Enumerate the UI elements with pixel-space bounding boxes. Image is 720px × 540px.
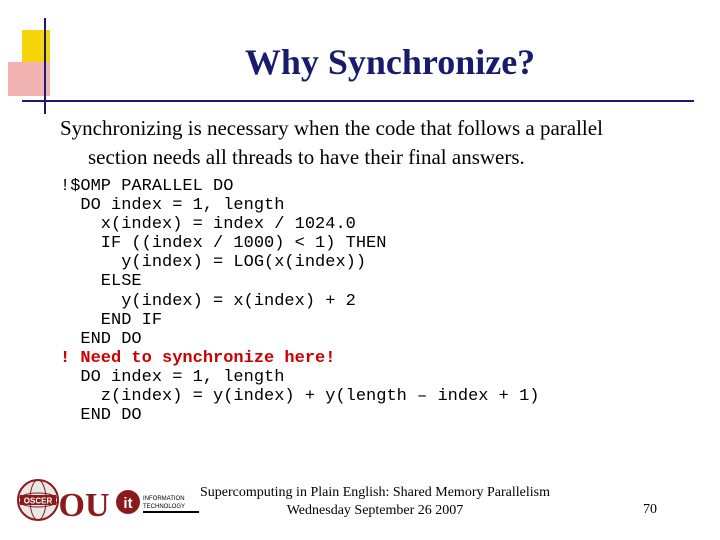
intro-line-1: Synchronizing is necessary when the code that follows a parallel xyxy=(60,116,603,140)
code-line: x(index) = index / 1024.0 xyxy=(60,215,356,235)
intro-paragraph xyxy=(60,114,700,172)
code-line: z(index) = y(index) + y(length – index + 1) xyxy=(60,387,540,407)
code-line: ELSE xyxy=(60,272,142,292)
it-logo-sub1: INFORMATION xyxy=(143,496,185,502)
it-logo-sub2: TECHNOLOGY xyxy=(143,504,186,510)
decorative-horizontal-rule xyxy=(22,100,694,102)
ou-logo-text: OU xyxy=(58,487,110,524)
page-number: 70 xyxy=(643,502,657,517)
slide-title: Why Synchronize? xyxy=(244,42,536,82)
ou-logo xyxy=(59,487,110,524)
code-line: !$OMP PARALLEL DO xyxy=(60,177,234,196)
intro-line-2: section needs all threads to have their final answers. xyxy=(88,145,525,169)
oscer-logo xyxy=(18,480,58,520)
footer-text xyxy=(170,484,580,520)
code-line: DO index = 1, length xyxy=(60,196,285,216)
code-comment-line: ! Need to synchronize here! xyxy=(60,348,336,368)
oscer-logo-text: OSCER xyxy=(23,496,53,506)
code-line: y(index) = x(index) + 2 xyxy=(60,291,356,311)
code-line: END DO xyxy=(60,406,142,426)
code-line: y(index) = LOG(x(index)) xyxy=(60,253,367,273)
code-line: IF ((index / 1000) < 1) THEN xyxy=(60,234,387,254)
code-line: END DO xyxy=(60,329,142,349)
code-line: END IF xyxy=(60,310,163,330)
it-logo-text: it xyxy=(123,495,133,512)
footer-line-1: Supercomputing in Plain English: Shared Memory Parallelism xyxy=(200,485,550,500)
code-line: DO index = 1, length xyxy=(60,367,285,387)
footer-line-2: Wednesday September 26 2007 xyxy=(286,503,464,518)
code-block xyxy=(60,177,539,425)
